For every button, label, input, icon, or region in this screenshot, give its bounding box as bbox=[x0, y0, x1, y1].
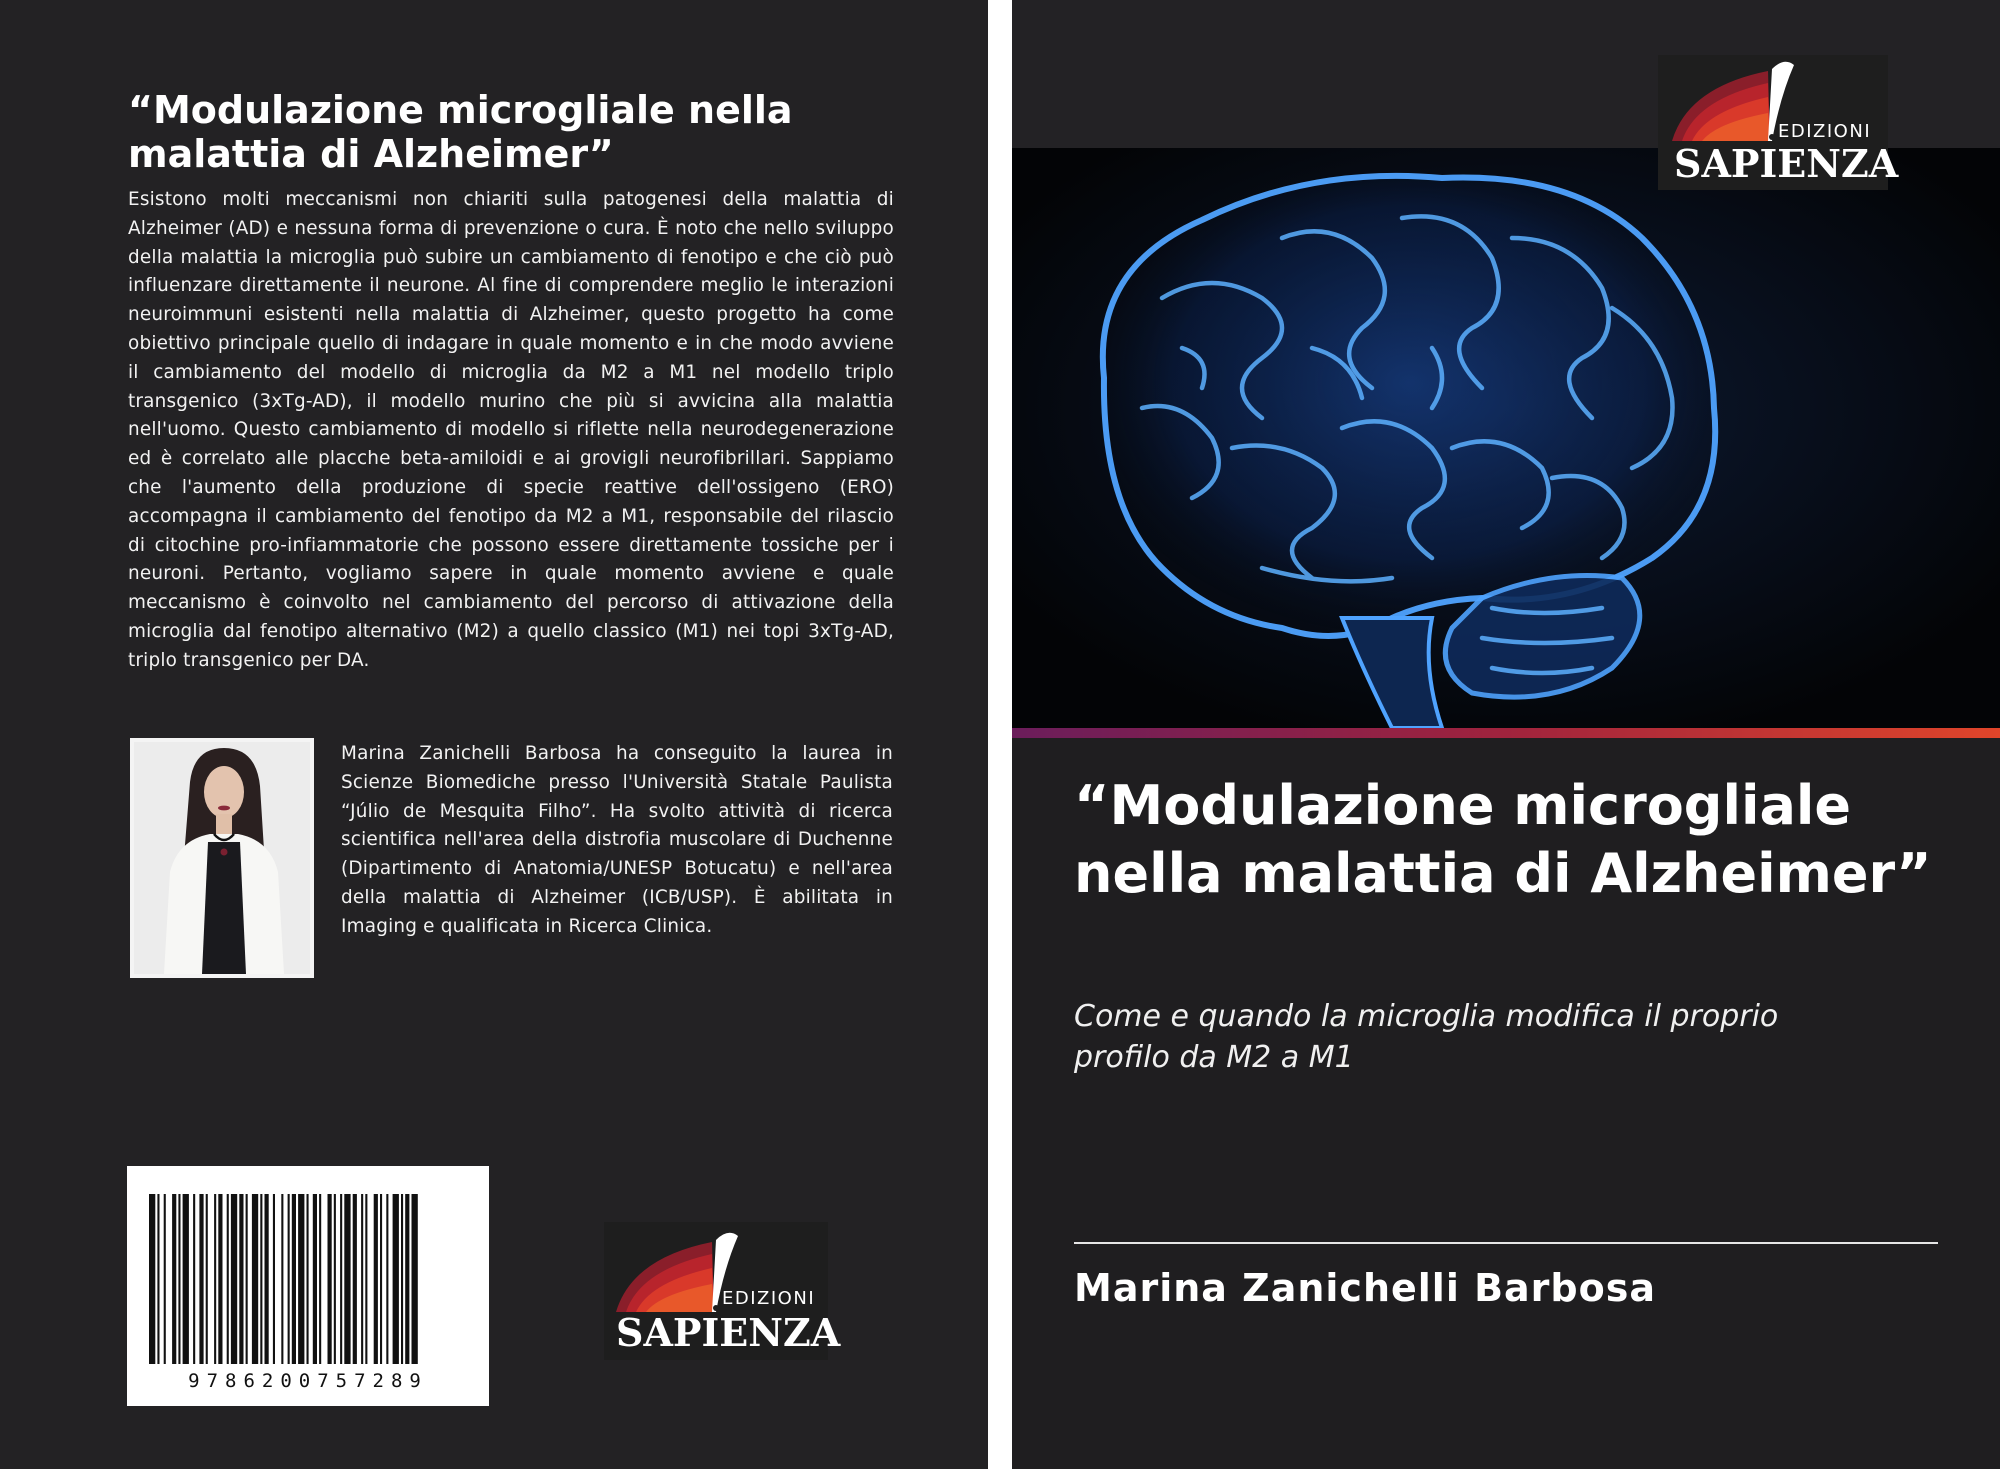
barcode-bar bbox=[328, 1194, 332, 1364]
barcode-bar bbox=[227, 1194, 229, 1364]
accent-stripe bbox=[1012, 728, 2000, 738]
barcode-bar bbox=[298, 1194, 304, 1364]
barcode-bar bbox=[246, 1194, 248, 1364]
back-cover-title: “Modulazione microgliale nella malattia di Alzheimer” bbox=[128, 88, 793, 176]
barcode-bar bbox=[313, 1194, 317, 1364]
barcode-bar bbox=[361, 1194, 363, 1364]
brain-illustration bbox=[1012, 148, 2000, 728]
barcode-bar bbox=[340, 1194, 342, 1364]
back-cover-blurb: Esistono molti meccanismi non chiariti sulla patogenesi della malattia di Alzheimer (AD) e nessuna forma di prevenzione o cura. È noto che nello sviluppo della malattia la microglia può subire un cambiamento di fenotipo e che ciò può influenzare direttamente il neurone. Al fine di comprendere meglio le interazioni neuroimmuni esistenti nella malattia di Alzheimer, questo progetto ha come obiettivo principale quello di indagare in quale momento e in che modo avviene il cambiamento del modello di microglia da M2 a M1 nel modello triplo transgenico (3xTg-AD), il modello murino che più si avvicina alla malattia nell'uomo. Questo cambiamento di modello si riflette nella neurodegenerazione ed è correlato alle placche beta-amiloidi e ai grovigli neurofibrillari. Sappiamo che l'aumento della produzione di specie reattive dell'ossigeno (ERO) accompagna il cambiamento del fenotipo da M2 a M1, responsabile del rilascio di citochine pro-infiammatorie che possono essere direttamente tossiche per i neuroni. Pertanto, vogliamo sapere in quale momento avviene e quale meccanismo è coinvolto nel cambiamento del percorso di attivazione della microglia dal fenotipo alternativo (M2) a quello classico (M1) nei topi 3xTg-AD, triplo transgenico per DA. bbox=[128, 189, 894, 671]
barcode-bar bbox=[183, 1194, 189, 1364]
barcode-bar bbox=[353, 1194, 357, 1364]
barcode-bar bbox=[374, 1194, 378, 1364]
barcode-bar bbox=[172, 1194, 176, 1364]
barcode-bar bbox=[307, 1194, 309, 1364]
front-cover-subtitle: Come e quando la microglia modifica il proprio profilo da M2 a M1 bbox=[1074, 999, 1779, 1075]
isbn-digits: 9786200757289 bbox=[188, 1370, 428, 1392]
sapienza-logo bbox=[604, 1222, 841, 1360]
barcode-bar bbox=[231, 1194, 237, 1364]
sapienza-logo bbox=[1658, 55, 1899, 190]
barcode-bar bbox=[412, 1194, 418, 1364]
barcode-bar bbox=[344, 1194, 350, 1364]
barcode-bar bbox=[149, 1194, 155, 1364]
barcode-bar bbox=[386, 1194, 388, 1364]
front-cover bbox=[1012, 0, 2000, 1469]
barcode-bar bbox=[380, 1194, 382, 1364]
author-photo bbox=[130, 738, 314, 978]
barcode bbox=[127, 1166, 489, 1406]
barcode-bar bbox=[199, 1194, 203, 1364]
barcode-bar bbox=[401, 1194, 403, 1364]
logo-edizioni-text: EDIZIONI bbox=[1778, 121, 1872, 142]
barcode-bar bbox=[273, 1194, 275, 1364]
barcode-bar bbox=[393, 1194, 399, 1364]
barcode-bar bbox=[334, 1194, 336, 1364]
front-cover-author: Marina Zanichelli Barbosa bbox=[1074, 1266, 1656, 1310]
author-divider bbox=[1074, 1242, 1938, 1244]
barcode-bar bbox=[239, 1194, 243, 1364]
barcode-bar bbox=[206, 1194, 208, 1364]
barcode-bar bbox=[292, 1194, 296, 1364]
barcode-bar bbox=[214, 1194, 216, 1364]
spine-gap bbox=[988, 0, 1012, 1469]
barcode-bar bbox=[281, 1194, 283, 1364]
logo-edizioni-text: EDIZIONI bbox=[722, 1288, 816, 1309]
barcode-bar bbox=[319, 1194, 321, 1364]
front-cover-title: “Modulazione microgliale nella malattia di Alzheimer” bbox=[1074, 774, 1932, 905]
logo-sapienza-text: SAPIENZA bbox=[1674, 141, 1899, 186]
barcode-bar bbox=[252, 1194, 258, 1364]
logo-sapienza-text: SAPIENZA bbox=[616, 1310, 841, 1355]
barcode-bar bbox=[178, 1194, 180, 1364]
barcode-bar bbox=[405, 1194, 409, 1364]
barcode-bar bbox=[193, 1194, 195, 1364]
barcode-bar bbox=[288, 1194, 290, 1364]
barcode-bar bbox=[164, 1194, 166, 1364]
barcode-bar bbox=[265, 1194, 269, 1364]
barcode-bar bbox=[157, 1194, 159, 1364]
barcode-bar bbox=[218, 1194, 222, 1364]
barcode-bar bbox=[365, 1194, 367, 1364]
author-bio: Marina Zanichelli Barbosa ha conseguito la laurea in Scienze Biomediche presso l'Università Statale Paulista “Júlio de Mesquita Filho”. Ha svolto attività di ricerca scientifica nell'area della distrofia muscolare di Duchenne (Dipartimento di Anatomia/UNESP Botucatu) e nell'area della malattia di Alzheimer (ICB/USP). È abilitata in Imaging e qualificata in Ricerca Clinica. bbox=[341, 743, 893, 937]
barcode-bar bbox=[260, 1194, 262, 1364]
back-cover bbox=[0, 0, 988, 1469]
